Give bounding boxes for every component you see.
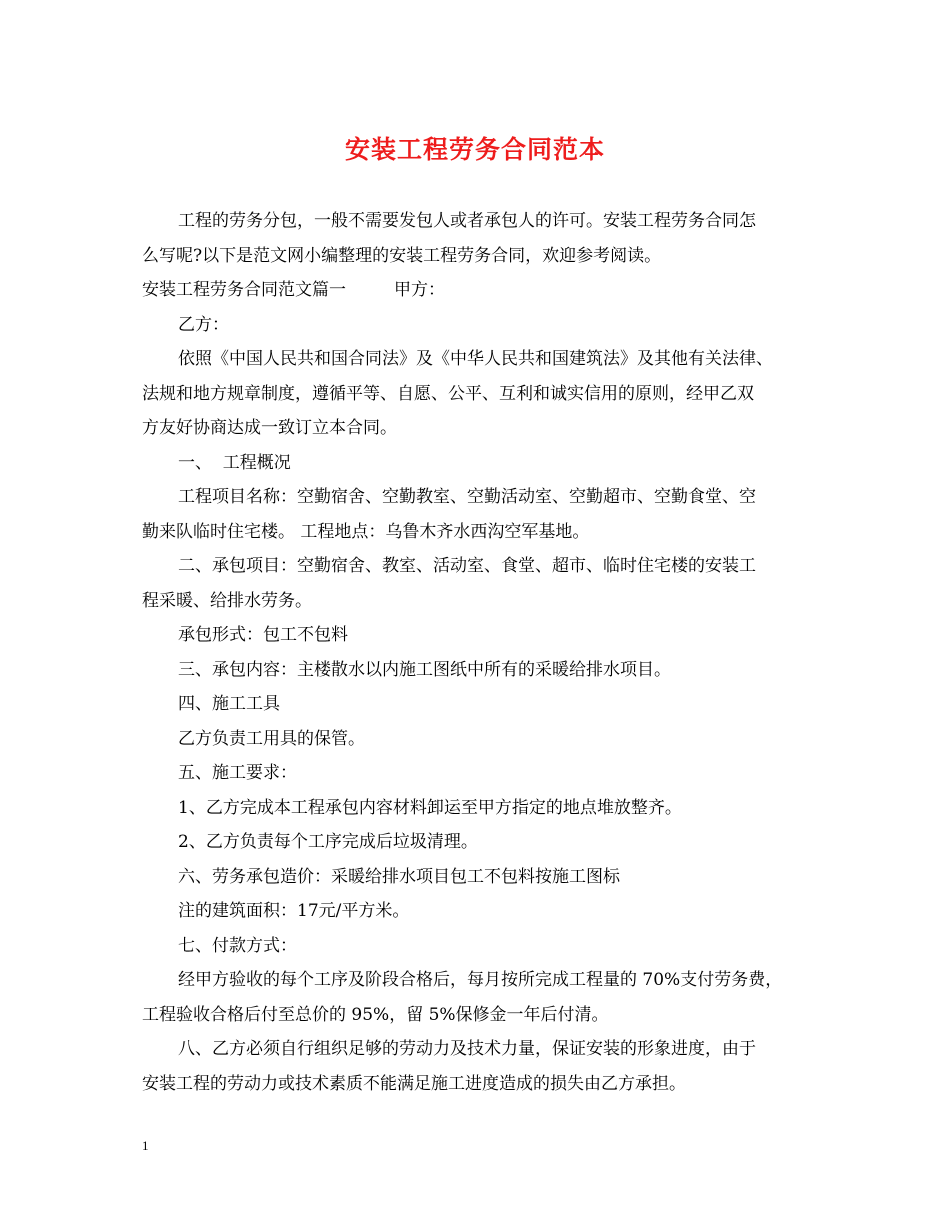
document-title: 安装工程劳务合同范本	[344, 135, 605, 164]
paragraph-line: 法规和地方规章制度，遵循平等、自愿、公平、互利和诚实信用的原则，经甲乙双	[142, 383, 754, 404]
section-heading: 安装工程劳务合同范文篇一	[142, 280, 346, 300]
paragraph-line: 方友好协商达成一致订立本合同。	[142, 418, 397, 438]
section-heading: 七、付款方式：	[178, 935, 297, 956]
paragraph-line: 依照《中国人民共和国合同法》及《中华人民共和国建筑法》及其他有关法律、	[178, 349, 773, 369]
paragraph-line: 勤来队临时住宅楼。 工程地点：乌鲁木齐水西沟空军基地。	[142, 521, 590, 542]
section-heading: 五、施工要求：	[178, 763, 297, 783]
paragraph-line: 安装工程的劳动力或技术素质不能满足施工进度造成的损失由乙方承担。	[142, 1073, 686, 1094]
section-heading: 四、施工工具	[178, 694, 280, 714]
list-item: 1、乙方完成本工程承包内容材料卸运至甲方指定的地点堆放整齐。	[178, 797, 682, 818]
party-a-label: 甲方：	[394, 280, 445, 300]
document-body	[142, 204, 817, 1101]
paragraph-line: 八、乙方必须自行组织足够的劳动力及技术力量，保证安装的形象进度，由于	[178, 1039, 756, 1059]
paragraph-line: 程采暖、给排水劳务。	[142, 590, 312, 611]
paragraph-line: 工程验收合格后付至总价的 95%，留 5%保修金一年后付清。	[142, 1004, 609, 1025]
paragraph-line: 乙方负责工用具的保管。	[178, 728, 365, 749]
party-b-label: 乙方：	[178, 314, 229, 335]
paragraph-line: 经甲方验收的每个工序及阶段合格后，每月按所完成工程量的 70%支付劳务费，	[178, 970, 783, 990]
page-number: 1	[142, 1138, 149, 1153]
paragraph-line: 么写呢?以下是范文网小编整理的安装工程劳务合同，欢迎参考阅读。	[142, 245, 662, 266]
section-heading: 一、 工程概况	[178, 452, 291, 473]
paragraph-line: 承包形式：包工不包料	[178, 625, 348, 645]
paragraph-line: 三、承包内容：主楼散水以内施工图纸中所有的采暖给排水项目。	[178, 659, 671, 680]
paragraph-line: 注的建筑面积：17元/平方米。	[178, 901, 410, 921]
list-item: 2、乙方负责每个工序完成后垃圾清理。	[178, 832, 478, 852]
paragraph-line: 六、劳务承包造价：采暖给排水项目包工不包料按施工图标	[178, 866, 620, 887]
paragraph-line: 二、承包项目：空勤宿舍、教室、活动室、食堂、超市、临时住宅楼的安装工	[178, 556, 756, 576]
paragraph-line: 工程的劳务分包，一般不需要发包人或者承包人的许可。安装工程劳务合同怎	[178, 211, 756, 231]
paragraph-line	[142, 273, 817, 308]
paragraph-line: 工程项目名称：空勤宿舍、空勤教室、空勤活动室、空勤超市、空勤食堂、空	[178, 487, 756, 507]
